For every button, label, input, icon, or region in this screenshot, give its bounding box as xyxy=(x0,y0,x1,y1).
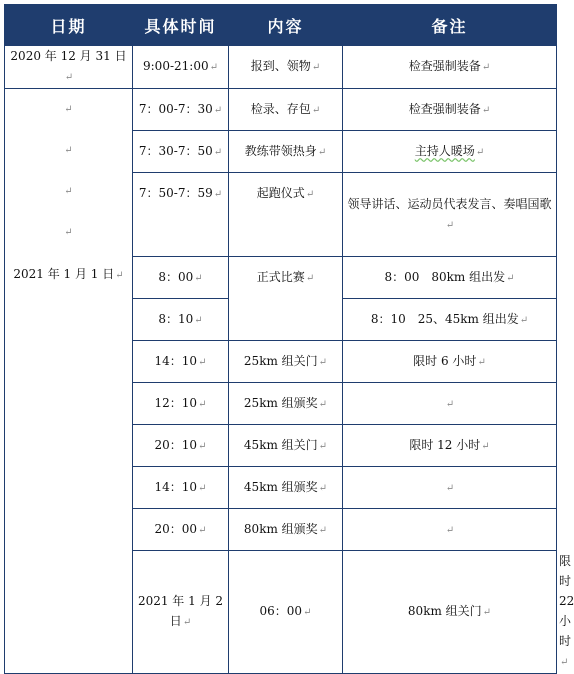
time-cell: 20：10↵ xyxy=(133,425,229,467)
note-cell: 8：00 80km 组出发↵ xyxy=(343,257,557,299)
header-content: 内容 xyxy=(229,5,343,46)
content-cell: 80km 组关门↵ xyxy=(343,551,557,674)
note-cell: 检查强制装备↵ xyxy=(343,46,557,89)
empty-paragraph-marks: ↵ ↵ ↵ ↵ xyxy=(64,104,73,238)
date-cell: 2021 年 1 月 2 日↵ xyxy=(133,551,229,674)
time-cell: 20：00↵ xyxy=(133,509,229,551)
note-cell: 8：10 25、45km 组出发↵ xyxy=(343,299,557,341)
content-cell: 25km 组颁奖↵ xyxy=(229,383,343,425)
note-cell: ↵ xyxy=(343,509,557,551)
time-cell: 14：10↵ xyxy=(133,341,229,383)
note-cell: 限时 12 小时↵ xyxy=(343,425,557,467)
content-cell: 25km 组关门↵ xyxy=(229,341,343,383)
time-cell: 7：00-7：30↵ xyxy=(133,89,229,131)
table-row xyxy=(5,46,557,89)
note-cell: ↵ xyxy=(343,467,557,509)
note-cell: 领导讲话、运动员代表发言、奏唱国歌↵ xyxy=(343,173,557,257)
time-cell: 06：00↵ xyxy=(229,551,343,674)
date-cell-merged xyxy=(5,89,133,674)
time-cell: 9:00-21:00↵ xyxy=(133,46,229,89)
table-row: 2021 年 1 月 2 日↵ 06：00↵ 80km 组关门↵ 限时 22 小时↵ xyxy=(5,551,557,674)
content-cell: 45km 组关门↵ xyxy=(229,425,343,467)
content-cell: 45km 组颁奖↵ xyxy=(229,467,343,509)
note-cell: 限时 6 小时↵ xyxy=(343,341,557,383)
content-cell: 80km 组颁奖↵ xyxy=(229,509,343,551)
time-cell: 8：10↵ xyxy=(133,299,229,341)
content-cell-merged: 正式比赛↵ xyxy=(229,257,343,341)
note-cell: 主持人暖场↵ xyxy=(343,131,557,173)
content-cell: 报到、领物↵ xyxy=(229,46,343,89)
date-cell: 2020 年 12 月 31 日↵ xyxy=(5,46,133,89)
header-row xyxy=(5,5,557,46)
header-date: 日期 xyxy=(5,5,133,46)
note-cell: ↵ xyxy=(343,383,557,425)
time-cell: 8：00↵ xyxy=(133,257,229,299)
content-cell: 起跑仪式↵ xyxy=(229,173,343,257)
time-cell: 7：50-7：59↵ xyxy=(133,173,229,257)
header-note: 备注 xyxy=(343,5,557,46)
header-time: 具体时间 xyxy=(133,5,229,46)
date-text: 2021 年 1 月 1 日↵ xyxy=(13,267,124,281)
time-cell: 14：10↵ xyxy=(133,467,229,509)
content-cell: 教练带领热身↵ xyxy=(229,131,343,173)
time-cell: 12：10↵ xyxy=(133,383,229,425)
time-cell: 7：30-7：50↵ xyxy=(133,131,229,173)
content-cell: 检录、存包↵ xyxy=(229,89,343,131)
table-row xyxy=(5,89,557,131)
schedule-table xyxy=(4,4,574,674)
note-cell: 检查强制装备↵ xyxy=(343,89,557,131)
